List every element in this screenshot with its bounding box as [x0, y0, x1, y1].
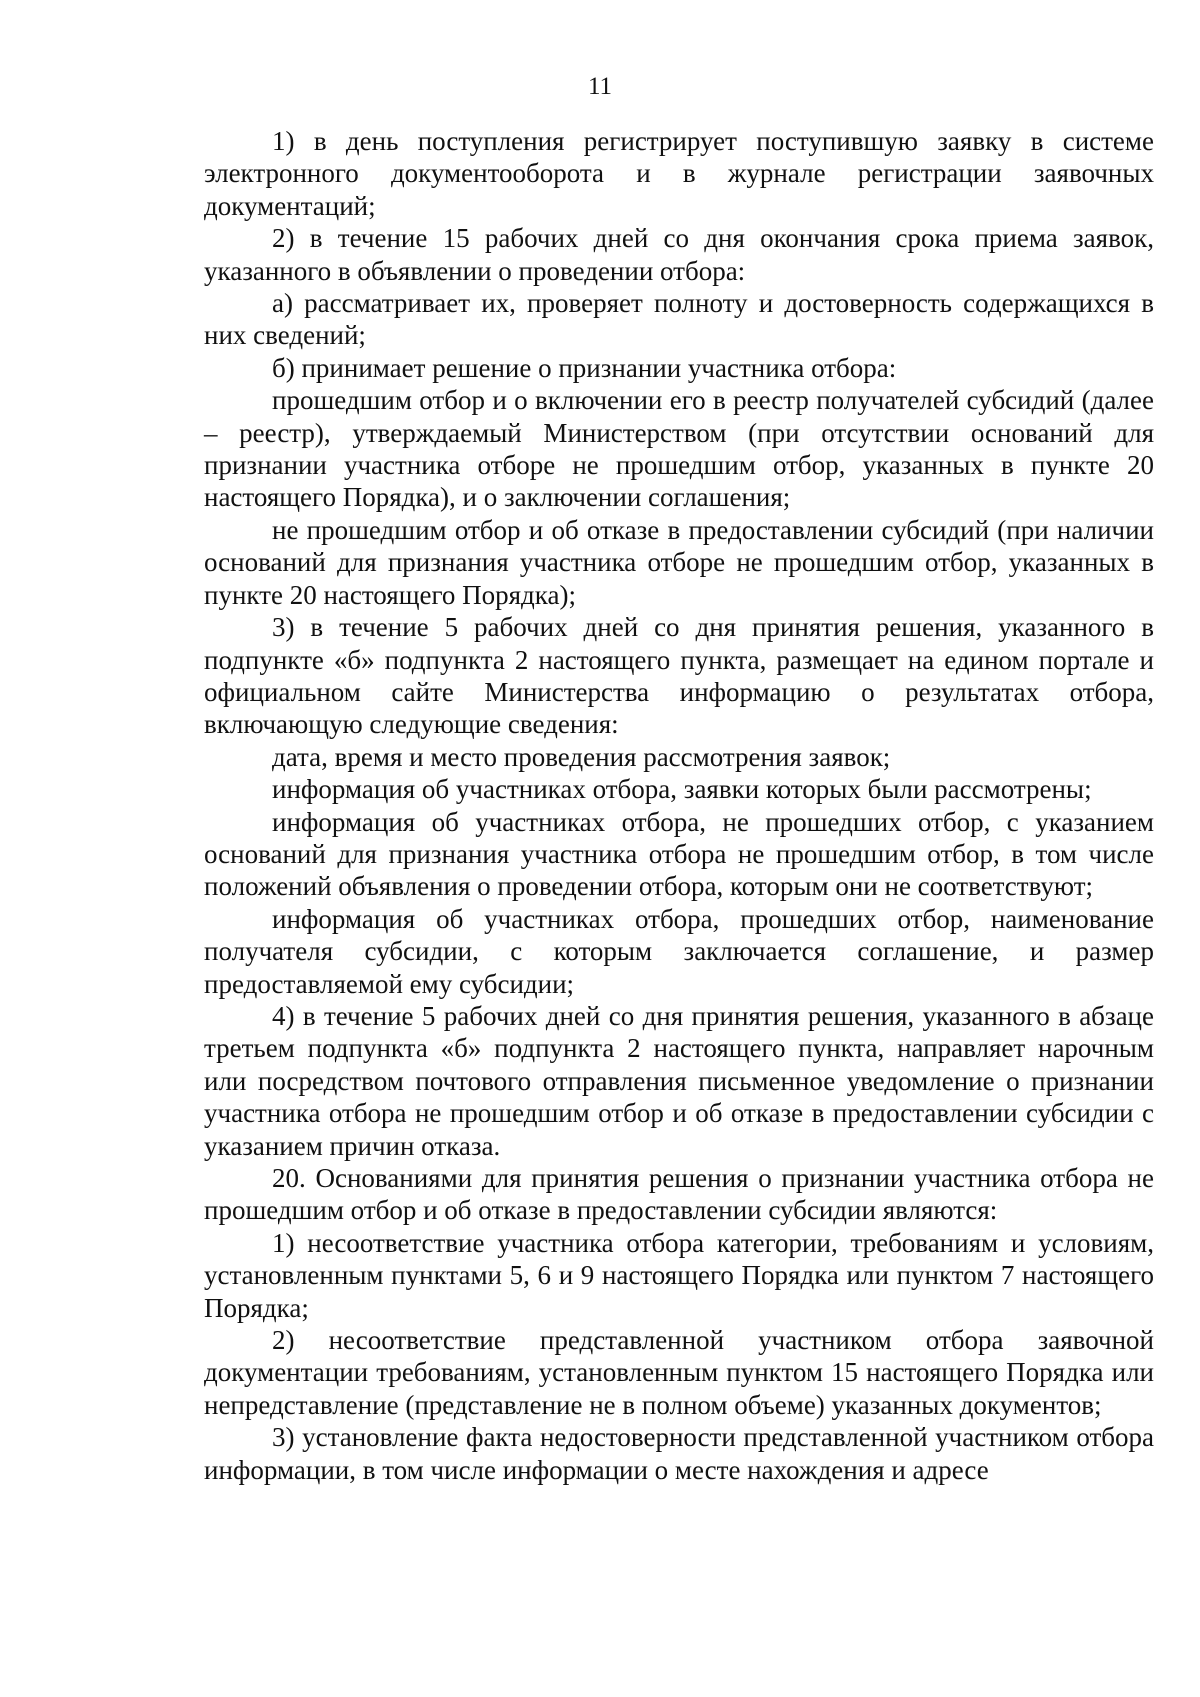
paragraph: 1) в день поступления регистрирует поступившую заявку в системе электронного документооборота и в журнале регистрации заявочных документаций;: [204, 126, 1154, 221]
paragraph: информация об участниках отбора, не прошедших отбор, с указанием оснований для признания участника отбора не прошедшим отбор, в том числе положений объявления о проведении отбора, которым они не соответствуют;: [204, 806, 1154, 902]
paragraph: прошедшим отбор и о включении его в реестр получателей субсидий (далее – реестр), утверждаемый Министерством (при отсутствии оснований для признании участника отборе не прошедшим отбор, указанных в пункте 20 настоящего Порядка), и о заключении соглашения;: [204, 385, 1154, 513]
paragraph: 2) несоответствие представленной участником отбора заявочной документации требованиям, установленным пунктом 15 настоящего Порядка или непредставление (представление не в полном объеме) указанных документов;: [204, 1325, 1154, 1420]
paragraph: 20. Основаниями для принятия решения о признании участника отбора не прошедшим отбор и об отказе в предоставлении субсидии являются:: [204, 1163, 1154, 1226]
paragraph: 2) в течение 15 рабочих дней со дня окончания срока приема заявок, указанного в объявлении о проведении отбора:: [204, 223, 1154, 286]
page-number: 11: [587, 73, 613, 100]
paragraph: б) принимает решение о признании участника отбора:: [272, 352, 897, 383]
paragraph: информация об участниках отбора, заявки которых были рассмотрены;: [272, 774, 1092, 805]
paragraph: 4) в течение 5 рабочих дней со дня принятия решения, указанного в абзаце третьем подпункта «б» подпункта 2 настоящего пункта, направляет нарочным или посредством почтового отправления письменное уведомление о признании участника отбора не прошедшим отбор и об отказе в предоставлении субсидии с указанием причин отказа.: [204, 1000, 1154, 1161]
paragraph: не прошедшим отбор и об отказе в предоставлении субсидий (при наличии оснований для признания участника отборе не прошедшим отбор, указанных в пункте 20 настоящего Порядка);: [204, 514, 1154, 610]
paragraph: информация об участниках отбора, прошедших отбор, наименование получателя субсидии, с которым заключается соглашение, и размер предоставляемой ему субсидии;: [204, 903, 1154, 999]
document-body: [204, 125, 1154, 1486]
paragraph: дата, время и место проведения рассмотрения заявок;: [272, 741, 891, 772]
paragraph: 3) в течение 5 рабочих дней со дня принятия решения, указанного в подпункте «б» подпункта 2 настоящего пункта, размещает на едином портале и официальном сайте Министерства информацию о результатах отбора, включающую следующие сведения:: [204, 612, 1154, 740]
paragraph: 3) установление факта недостоверности представленной участником отбора информации, в том числе информации о месте нахождения и адресе: [204, 1422, 1154, 1485]
paragraph: 1) несоответствие участника отбора категории, требованиям и условиям, установленным пунктами 5, 6 и 9 настоящего Порядка или пунктом 7 настоящего Порядка;: [204, 1227, 1154, 1323]
paragraph: а) рассматривает их, проверяет полноту и достоверность содержащихся в них сведений;: [204, 288, 1154, 351]
